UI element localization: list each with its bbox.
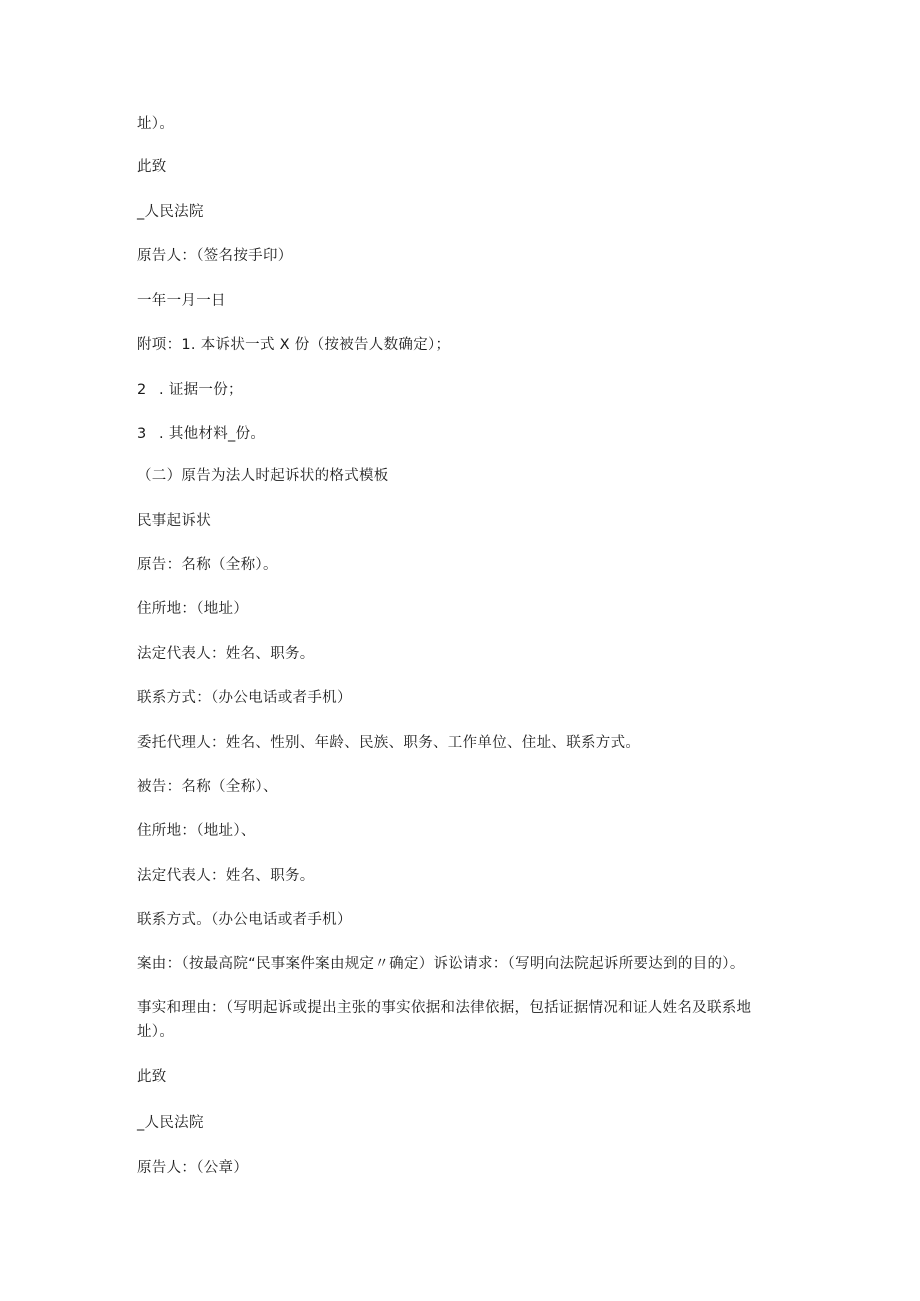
paragraph-plaintiff-rep: 法定代表人：姓名、职务。 [137,646,315,662]
paragraph-defendant-rep: 法定代表人：姓名、职务。 [137,868,315,884]
paragraph-defendant-contact: 联系方式。（办公电话或者手机） [137,912,352,928]
item-number: 2 [137,382,147,398]
paragraph-plaintiff-address: 住所地：（地址） [137,601,249,617]
paragraph-court: _人民法院 [137,204,204,220]
paragraph-attachment-3 [137,423,265,445]
paragraph-court-2: _人民法院 [137,1115,204,1131]
paragraph-plaintiff-seal: 原告人：（公章） [137,1160,249,1176]
paragraph-facts-reasons-cont: 址）。 [137,1024,175,1040]
paragraph-cause-claims: 案由：（按最高院“民事案件案由规定〃确定）诉讼请求：（写明向法院起诉所要达到的目的）。 [137,956,745,972]
section-heading: （二）原告为法人时起诉状的格式模板 [137,468,389,484]
paragraph-plaintiff-signature: 原告人：（签名按手印） [137,248,293,264]
paragraph-defendant-name: 被告：名称（全称）、 [137,779,278,795]
document-title: 民事起诉状 [137,513,211,529]
paragraph-salutation-2: 此致 [137,1069,167,1085]
item-text: . 证据一份； [159,382,243,398]
paragraph-salutation: 此致 [137,159,167,175]
paragraph-defendant-address: 住所地：（地址）、 [137,823,256,839]
paragraph-facts-reasons: 事实和理由：（写明起诉或提出主张的事实依据和法律依据，包括证据情况和证人姓名及联系地 [137,1000,752,1016]
paragraph-agent: 委托代理人：姓名、性别、年龄、民族、职务、工作单位、住址、联系方式。 [137,735,641,751]
item-text: . 其他材料_份。 [159,426,266,442]
paragraph-attachments: 附项：1. 本诉状一式 X 份（按被告人数确定）； [137,337,451,353]
paragraph-plaintiff-contact: 联系方式：（办公电话或者手机） [137,690,352,706]
item-number: 3 [137,426,147,442]
paragraph-plaintiff-name: 原告：名称（全称）。 [137,557,278,573]
paragraph-date: 一年一月一日 [137,293,226,309]
paragraph-address-end: 址）。 [137,116,175,132]
paragraph-attachment-2 [137,379,243,401]
